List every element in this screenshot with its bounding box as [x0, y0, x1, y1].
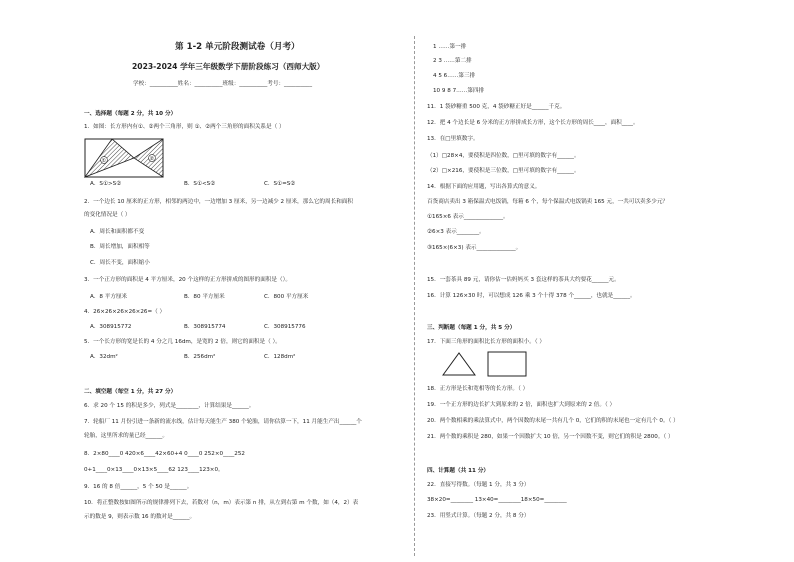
section-heading-fill: 二、填空题（每空 1 分，共 27 分） — [84, 389, 177, 395]
q3-option-c: C．800 平方厘米 — [264, 294, 309, 300]
question-23: 23．用竖式计算。（每题 2 分，共 8 分） — [427, 513, 530, 519]
q3-option-b: B．80 平方厘米 — [184, 294, 225, 300]
triangle-figure — [441, 351, 477, 377]
q1-option-b: B．S①<S② — [184, 181, 216, 187]
question-16: 16．计算 126×30 时，可以想成 126 乘 3 个十得 378 个______，也就是______。 — [427, 293, 636, 299]
question-1: 1．如图：长方形内有①、②两个三角形，则 ①、②两个三角形的面积关系是（ ） — [84, 124, 285, 130]
question-14-part-b: ②6×3 表示________。 — [427, 229, 485, 235]
page-title: 第 1-2 单元阶段测试卷（月考） — [175, 42, 300, 52]
section-heading-judge: 三、判断题（每题 1 分，共 5 分） — [427, 325, 516, 331]
column-divider — [414, 36, 415, 556]
question-14-part-c: ③165×(6×3) 表示______________。 — [427, 245, 522, 251]
question-4: 4．26×26×26×26×26=（ ） — [84, 309, 166, 315]
question-21: 21．两个数的乘积是 280，如果一个因数扩大 10 倍，另一个因数不变，则它们的积是 2800。（ ） — [427, 434, 674, 440]
question-15: 15．一套茶具 89 元，请你估一估妈妈买 3 套这样的茶具大约要花______元。 — [427, 277, 620, 283]
q5-option-c: C．128dm² — [264, 354, 296, 360]
question-8-line2: 0+1____0×13____0×13×5____62 123____123×0。 — [84, 467, 224, 473]
triangle-1 — [85, 139, 134, 177]
figure-label-2: ② — [149, 156, 155, 162]
question-3: 3．一个正方形的面积是 4 平方厘米，20 个这样的正方形拼成的图形的面积是（）。 — [84, 277, 291, 283]
question-14-part-a: ①165×6 表示______________。 — [427, 214, 509, 220]
q4-option-a: A．308915772 — [90, 324, 132, 330]
number-pattern-row-3: 4 5 6……第三排 — [433, 73, 476, 79]
number-pattern-row-1: 1 ……第一排 — [433, 44, 467, 50]
q2-option-a: A．周长和面积都不变 — [90, 229, 145, 235]
number-pattern-row-2: 2 3 ……第二排 — [433, 58, 472, 64]
question-19: 19．一个正方形的边长扩大到原来的 2 倍，面积也扩大到原来的 2 倍。（ ） — [427, 402, 616, 408]
q1-option-a: A．S①>S② — [90, 181, 122, 187]
q4-option-b: B．308915774 — [184, 324, 226, 330]
q3-option-a: A．8 平方厘米 — [90, 294, 128, 300]
question-13-part-1: （1）□28×4，要使积是四位数，□里可填的数字有______。 — [427, 153, 580, 159]
q2-option-b: B．周长增加，面积相等 — [90, 244, 150, 250]
question-6: 6．求 20 个 15 的积是多少，列式是________，计算结果是______。 — [84, 403, 255, 409]
question-5: 5．一个长方形的宽是长的 4 分之几 16dm，是宽的 2 倍，则它的面积是（ ）。 — [84, 339, 281, 345]
rectangle-figure — [487, 351, 527, 377]
question-17: 17．下面三角形的面积比长方形的面积小。（ ） — [427, 339, 545, 345]
question-22: 22．直接写得数。（每题 1 分，共 3 分） — [427, 482, 530, 488]
q5-option-a: A．32dm² — [90, 354, 118, 360]
question-14: 14．根据下面的应用题，写出各算式的意义。 — [427, 184, 541, 190]
question-9: 9．16 的 8 倍______，5 个 50 是______。 — [84, 484, 193, 490]
q1-option-c: C．S①=S② — [264, 181, 296, 187]
question-2-line2: 的变化情况是（ ） — [84, 212, 131, 218]
question-18: 18．正方形是长和宽相等的长方形。（ ） — [427, 386, 529, 392]
rectangle-triangles-figure — [84, 138, 164, 178]
q5-option-b: B．256dm² — [184, 354, 216, 360]
page-subtitle: 2023-2024 学年三年级数学下册阶段练习（西师大版） — [132, 62, 325, 71]
figure-label-1: ① — [101, 158, 107, 164]
student-info-line: 学校：__________姓名：__________班级：__________考号：__________ — [133, 81, 313, 87]
section-heading-choice: 一、选择题（每题 2 分，共 10 分） — [84, 111, 177, 117]
number-pattern-row-4: 10 9 8 7……第四排 — [433, 88, 485, 94]
question-10-line1: 10．将正整数按如图所示的规律排列下去，若数对（n，m）表示第 n 排，从左到右第 m 个数，如（4，2）表 — [84, 500, 359, 506]
left-column — [72, 0, 408, 562]
question-12: 12．把 4 个边长是 6 分米的正方形拼成长方形，这个长方形的周长____，面积____。 — [427, 120, 639, 126]
question-2-line1: 2．一个边长 10 厘米的正方形，相邻的两边中，一边增加 3 厘米，另一边减少 2 厘米，那么它的周长和面积 — [84, 199, 353, 205]
question-10-line2: 示的数是 9，则表示数 16 的数对是______。 — [84, 514, 196, 520]
question-7-line1: 7．轮船厂 11 月份引进一条新的流水线，估计每天能生产 380 个轮胎，请你估算一下，11 月能生产出______个 — [84, 419, 362, 425]
question-22-expressions: 38×20=________ 13×40=________18×50=________ — [427, 497, 567, 503]
question-7-line2: 轮胎，这里所求的量已经______。 — [84, 433, 168, 439]
question-8-line1: 8．2×80____0 420×6____42×60+4 0____0 252×0____252 — [84, 451, 245, 457]
question-13-part-2: （2）□×216，要使积是三位数，□里可填的数字有______。 — [427, 168, 580, 174]
q4-option-c: C．308915776 — [264, 324, 306, 330]
q2-option-c: C．周长不变，面积缩小 — [90, 260, 150, 266]
question-20: 20．两个数相乘的乘法算式中，两个因数的末尾一共有几个 0，它们的积的末尾也一定有几个 0。（ ） — [427, 418, 679, 424]
question-13: 13．在□里填数字。 — [427, 136, 479, 142]
section-heading-calc: 四、计算题（共 11 分） — [427, 468, 490, 474]
question-11: 11．1 袋砂糖重 500 克，4 袋砂糖正好是______千克。 — [427, 104, 566, 110]
question-14-problem: 百货商店卖出 3 箱保温式电饭锅，每箱 6 个，每个保温式电饭锅卖 165 元，一共可以卖多少元？ — [427, 199, 669, 205]
right-column — [423, 0, 753, 562]
